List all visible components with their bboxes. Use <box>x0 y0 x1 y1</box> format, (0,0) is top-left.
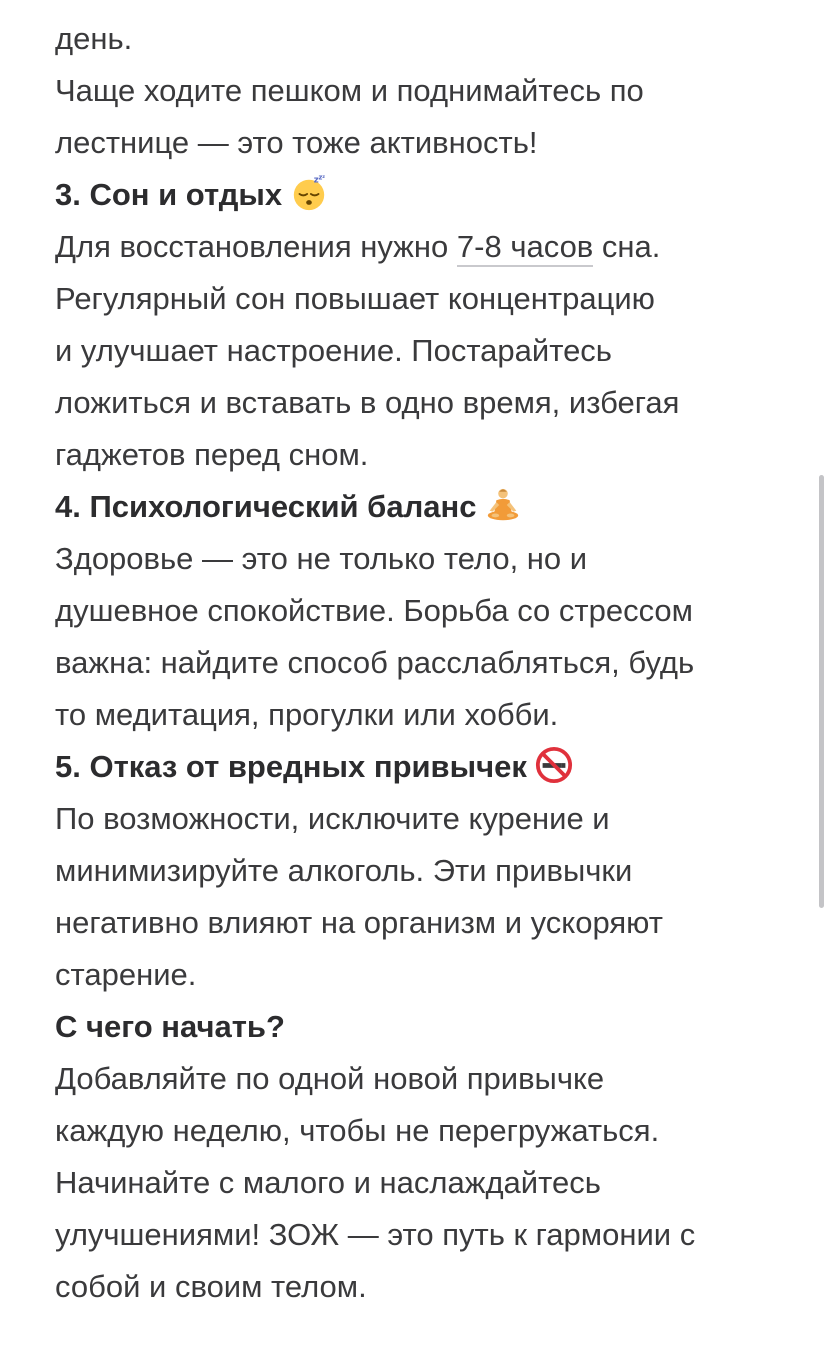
paragraph-line <box>55 221 800 273</box>
paragraph-line: ложиться и вставать в одно время, избегая <box>55 385 680 420</box>
paragraph-line: негативно влияют на организм и ускоряют <box>55 905 663 940</box>
hours-link[interactable]: 7-8 часов <box>457 229 593 267</box>
section-heading-habits <box>55 741 800 793</box>
paragraph-line: Здоровье — это не только тело, но и <box>55 541 588 576</box>
paragraph-line: минимизируйте алкоголь. Эти привычки <box>55 853 633 888</box>
lotus-position-icon <box>484 486 522 524</box>
paragraph-line: Добавляйте по одной новой привычке <box>55 1061 605 1096</box>
section-title: 4. Психологический баланс <box>55 489 477 524</box>
paragraph-line: По возможности, исключите курение и <box>55 801 610 836</box>
text-span: сна. <box>593 229 661 264</box>
paragraph-line: день. <box>55 21 133 56</box>
paragraph-line: старение. <box>55 957 197 992</box>
paragraph-line: улучшениями! ЗОЖ — это путь к гармонии с <box>55 1217 696 1252</box>
section-title: 5. Отказ от вредных привычек <box>55 749 527 784</box>
svg-text:z: z <box>313 175 319 186</box>
paragraph-line: лестнице — это тоже активность! <box>55 125 538 160</box>
paragraph-line: собой и своим телом. <box>55 1269 367 1304</box>
paragraph-line: каждую неделю, чтобы не перегружаться. <box>55 1113 660 1148</box>
paragraph-line: душевное спокойствие. Борьба со стрессом <box>55 593 693 628</box>
paragraph-line: и улучшает настроение. Постарайтесь <box>55 333 612 368</box>
article-content <box>55 13 800 1313</box>
section-title: 3. Сон и отдых <box>55 177 283 212</box>
section-heading-start: С чего начать? <box>55 1009 285 1044</box>
section-heading-balance <box>55 481 800 533</box>
sleeping-face-icon <box>290 174 328 212</box>
text-span: Для восстановления нужно <box>55 229 457 264</box>
svg-text:z: z <box>322 174 326 180</box>
vertical-scrollbar[interactable] <box>819 475 824 908</box>
paragraph-line: важна: найдите способ расслабляться, будь <box>55 645 695 680</box>
section-heading-sleep <box>55 169 800 221</box>
paragraph-line: то медитация, прогулки или хобби. <box>55 697 559 732</box>
paragraph-line: Регулярный сон повышает концентрацию <box>55 281 655 316</box>
paragraph-line: Чаще ходите пешком и поднимайтесь по <box>55 73 644 108</box>
paragraph-line: Начинайте с малого и наслаждайтесь <box>55 1165 601 1200</box>
svg-text:z: z <box>318 174 323 182</box>
no-smoking-icon <box>535 746 573 784</box>
paragraph-line: гаджетов перед сном. <box>55 437 369 472</box>
